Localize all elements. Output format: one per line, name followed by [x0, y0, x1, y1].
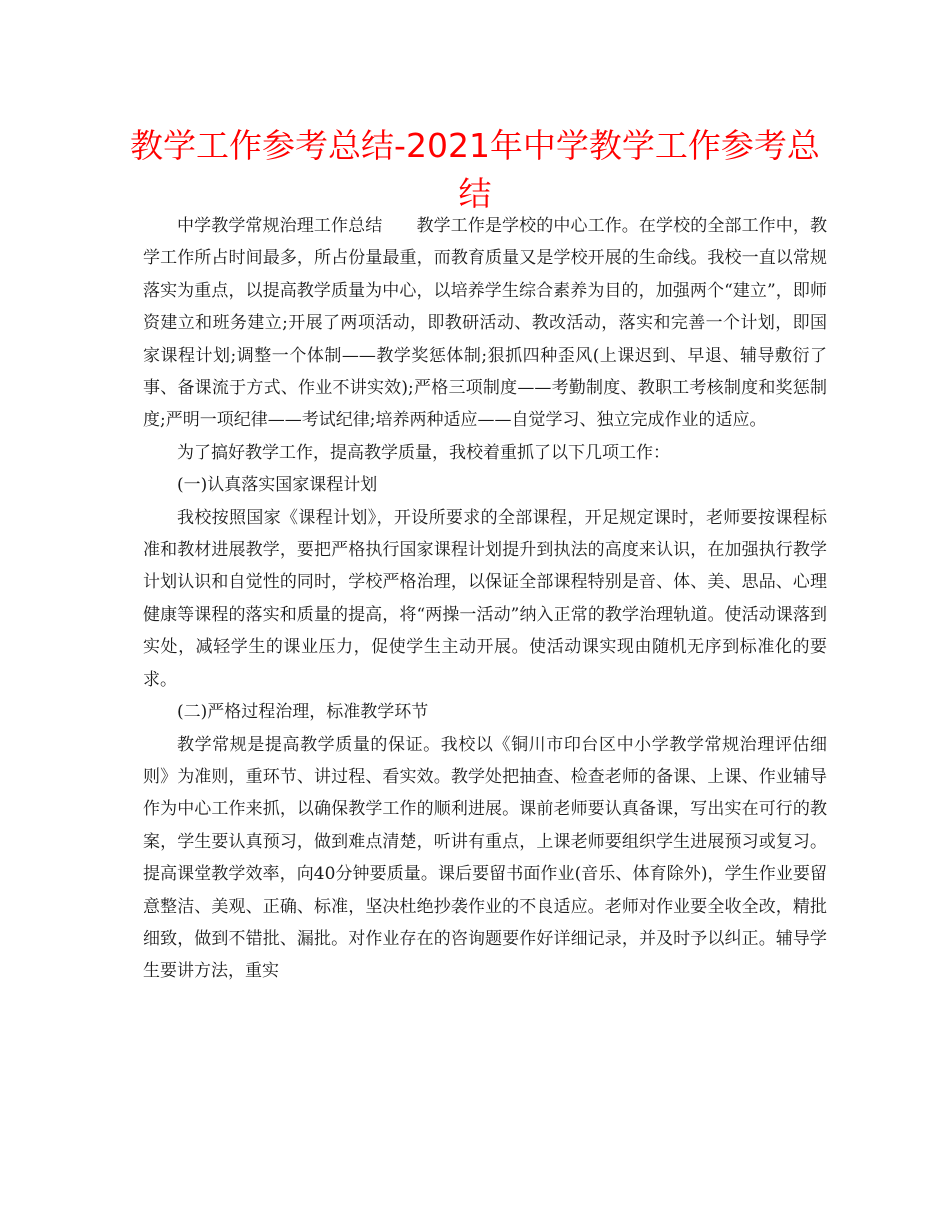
document-title: 教学工作参考总结-2021年中学教学工作参考总结	[130, 126, 820, 213]
document-body	[143, 210, 827, 988]
section-heading-2: (二)严格过程治理，标准教学环节	[177, 702, 429, 723]
paragraph-section-2: 教学常规是提高教学质量的保证。我校以《铜川市印台区中小学教学常规治理评估细则》为准则，重环节、讲过程、看实效。教学处把抽查、检查老师的备课、上课、作业辅导作为中心工作来抓，以确保教学工作的顺利进展。课前老师要认真备课，写出实在可行的教案，学生要认真预习，做到难点清楚，听讲有重点，上课老师要组织学生进展预习或复习。提高课堂教学效率，向40分钟要质量。课后要留书面作业(音乐、体育除外)，学生作业要留意整洁、美观、正确、标准，坚决杜绝抄袭作业的不良适应。老师对作业要全收全改，精批细致，做到不错批、漏批。对作业存在的咨询题要作好详细记录，并及时予以纠正。辅导学生要讲方法，重实	[143, 734, 827, 982]
section-heading-1: (一)认真落实国家课程计划	[177, 475, 378, 496]
paragraph-lead: 为了搞好教学工作，提高教学质量，我校着重抓了以下几项工作：	[177, 442, 670, 463]
paragraph-intro: 中学教学常规治理工作总结 教学工作是学校的中心工作。在学校的全部工作中，教学工作所占时间最多，所占份量最重，而教育质量又是学校开展的生命线。我校一直以常规落实为重点，以提高教学质量为中心，以培养学生综合素养为目的，加强两个“建立”，即师资建立和班务建立;开展了两项活动，即教研活动、教改活动，落实和完善一个计划，即国家课程计划;调整一个体制——教学奖惩体制;狠抓四种歪风(上课迟到、早退、辅导敷衍了事、备课流于方式、作业不讲实效);严格三项制度——考勤制度、教职工考核制度和奖惩制度;严明一项纪律——考试纪律;培养两种适应——自觉学习、独立完成作业的适应。	[143, 216, 827, 431]
paragraph-section-1: 我校按照国家《课程计划》，开设所要求的全部课程，开足规定课时，老师要按课程标准和教材进展教学，要把严格执行国家课程计划提升到执法的高度来认识，在加强执行教学计划认识和自觉性的同时，学校严格治理，以保证全部课程特别是音、体、美、思品、心理健康等课程的落实和质量的提高，将“两操一活动”纳入正常的教学治理轨道。使活动课落到实处，减轻学生的课业压力，促使学生主动开展。使活动课实现由随机无序到标准化的要求。	[143, 507, 827, 690]
